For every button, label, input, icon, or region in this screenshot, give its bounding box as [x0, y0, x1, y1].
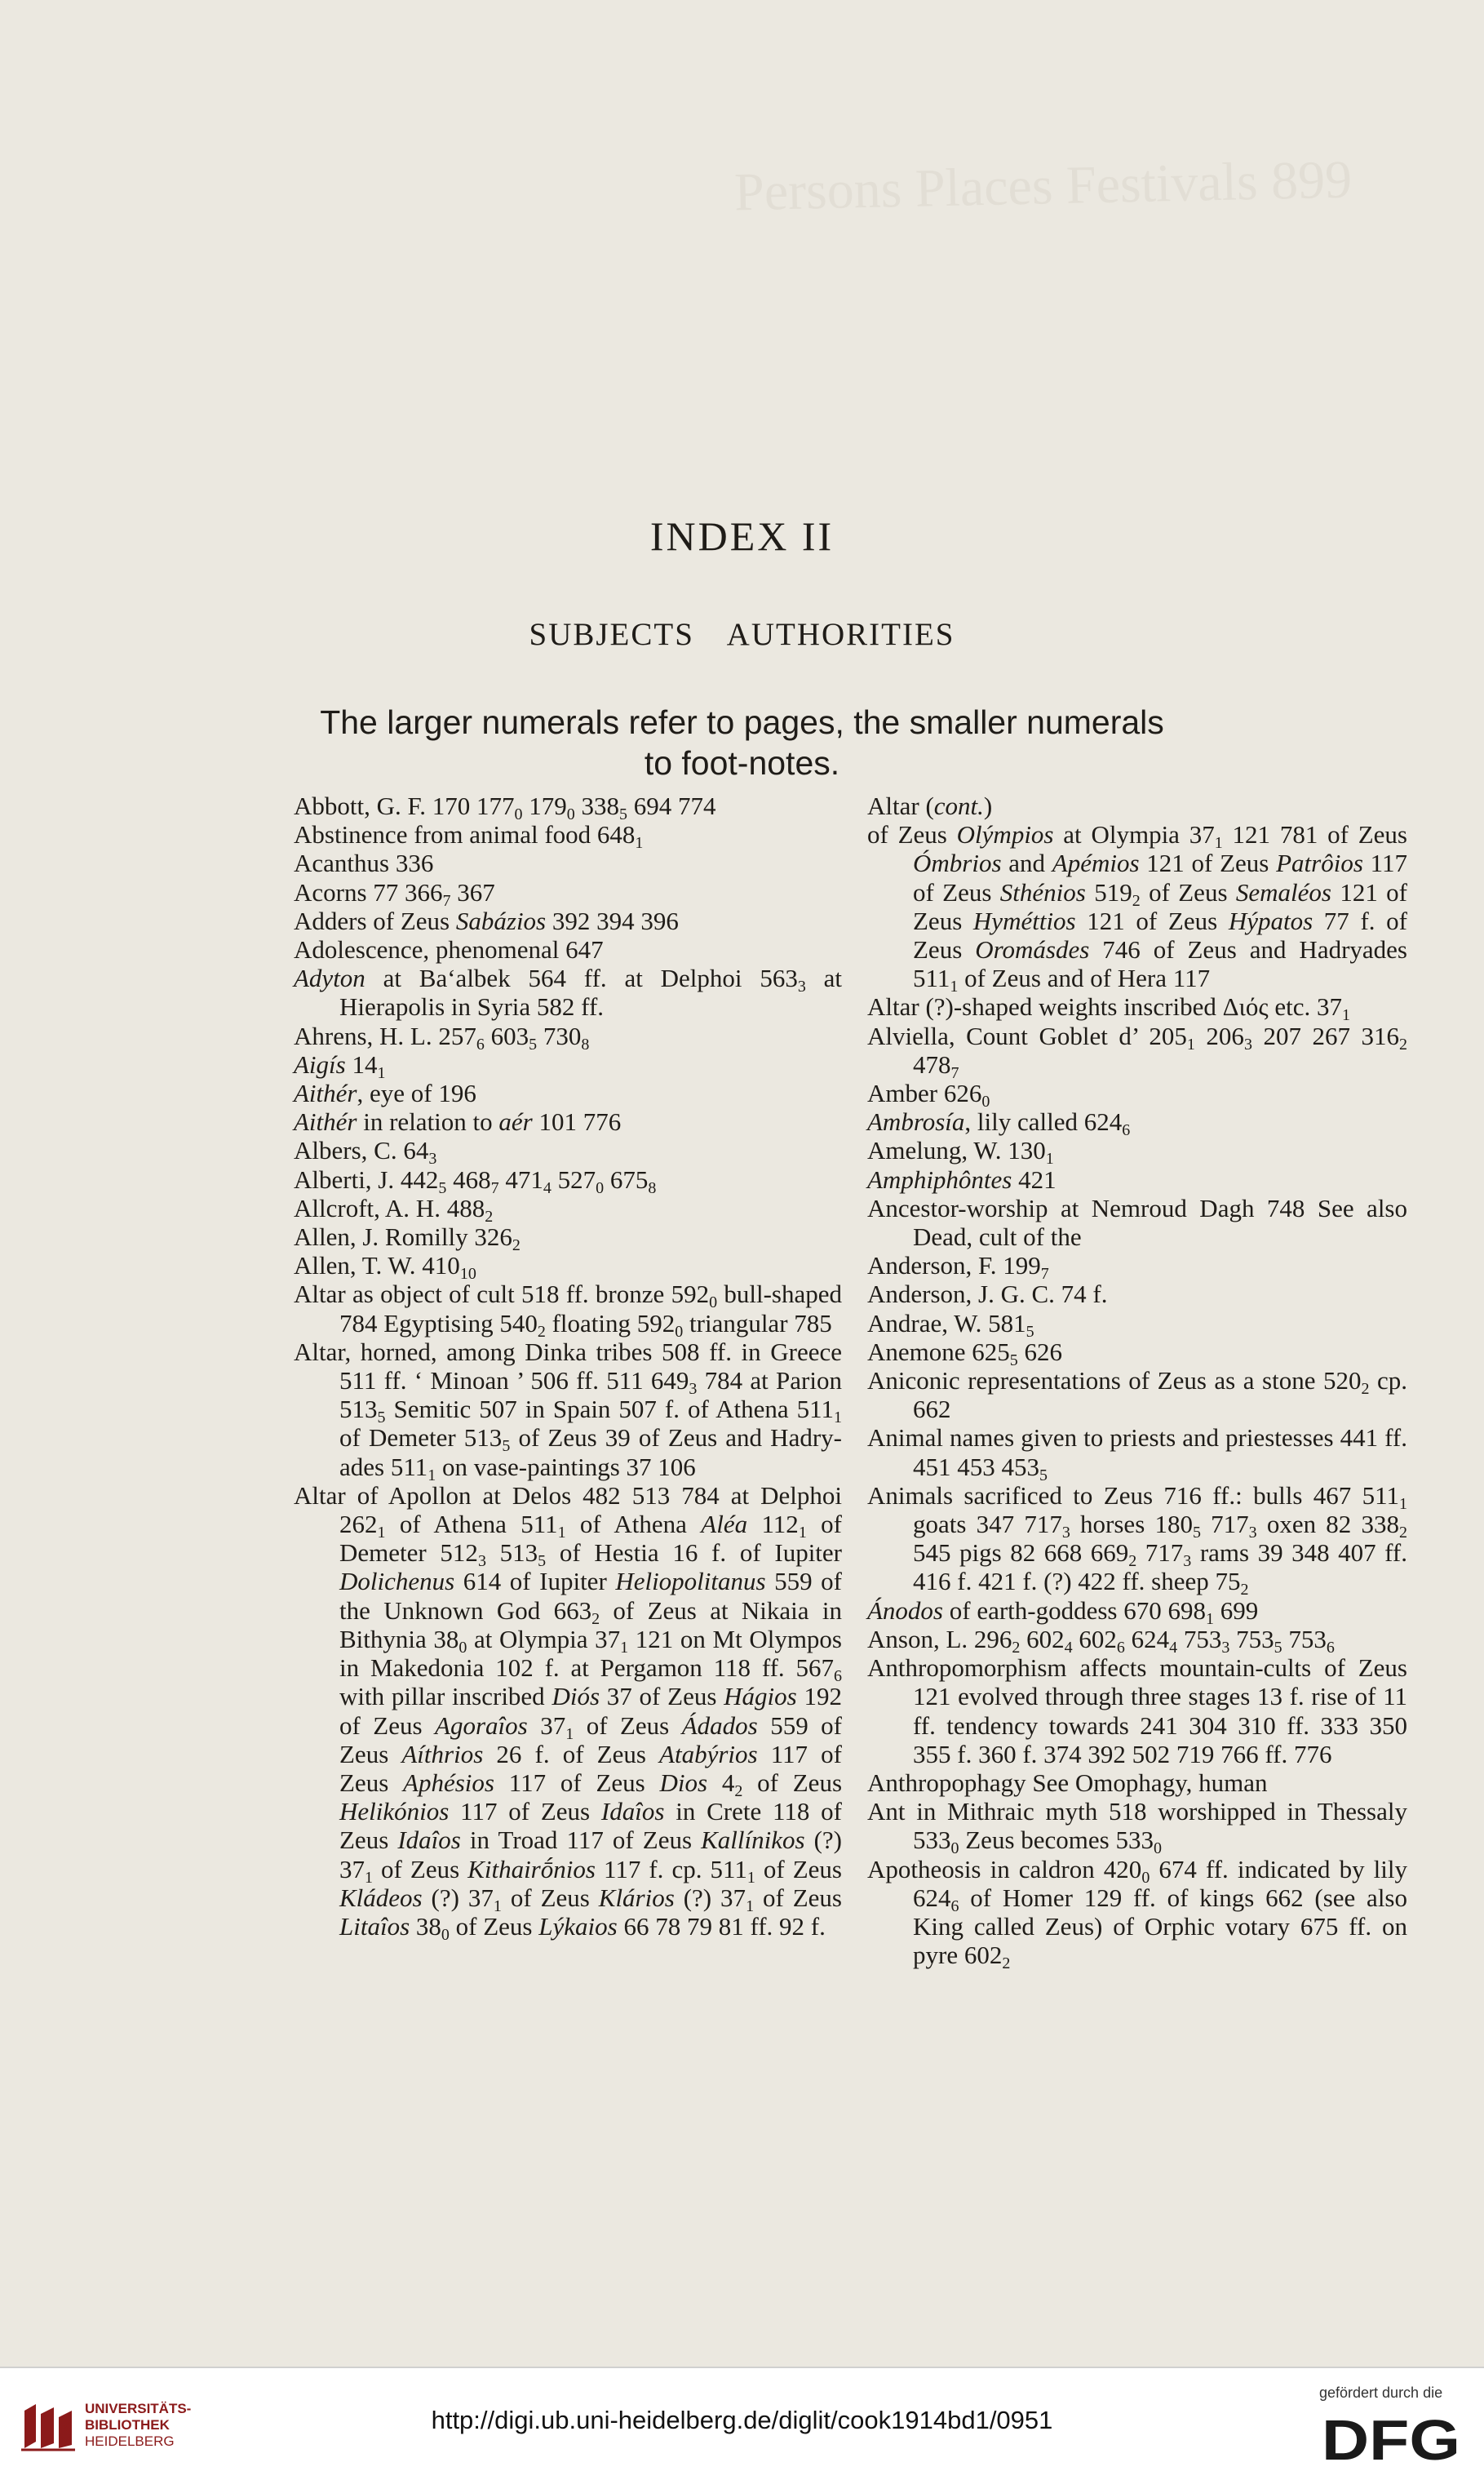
index-entry: Apotheosis in caldron $420_0$ 674 ff. indicated by lily $624_6$ of Homer 129 ff. of kings 662 (see also King called Zeus) of Orphic votary 675 ff. on pyre $602_2$: [867, 1854, 1407, 1973]
index-entry: Adolescence, phenomenal 647: [294, 935, 604, 965]
index-entry: Abbott, G. F. 170 $177_0$ $179_0$ $338_5$ 694 774: [294, 792, 716, 823]
index-subheadings: [0, 616, 1484, 653]
index-entry: Allcroft, A. H. $488_2$: [294, 1193, 494, 1226]
index-entry: Adyton at Ba‘albek 564 ff. at Delphoi $563_3$ at Hierapolis in Syria 582 ff.: [294, 964, 843, 1022]
svg-text:DFG: DFG: [1322, 2412, 1460, 2464]
index-entry: Altar as object of cult 518 ff. bronze $592_0$ bull-shaped 784 Egyptising $540_2$ floating $592_0$ triangular 785: [294, 1280, 842, 1341]
index-entry: Anthropomorphism affects mountain-cults of Zeus 121 evolved through three stages 13 f. rise of 11 ff. tendency towards 241 304 310 ff. 333 350 355 f. 360 f. 374 392 502 719 766 ff. 776: [867, 1653, 1407, 1768]
index-entry: of Zeus Olýmpios at Olympia $37_1$ 121 781 of Zeus Ómbrios and Apémios 121 of Zeus Patrôios 117 of Zeus Sthénios $519_2$ of Zeus Semaléos 121 of Zeus Hyméttios 121 of Zeus Hýpatos 77 f. of Zeus Oromásdes 746 of Zeus and Hadryades $511_1$ of Zeus and of Hera 117: [867, 820, 1407, 996]
library-logo-text: UNIVERSITÄTS- BIBLIOTHEK HEIDELBERG: [85, 2401, 192, 2449]
index-entry: Altar (?)-shaped weights inscribed Διός etc. $37_1$: [867, 992, 1351, 1025]
index-entry: Anderson, F. $199_7$: [867, 1251, 1049, 1284]
index-entry: Aigís $14_1$: [294, 1049, 386, 1082]
index-entry: Amber $626_0$: [867, 1079, 990, 1111]
index-entry: Alviella, Count Goblet d’ $205_1$ $206_3$ 207 267 $316_2$ $478_7$: [867, 1021, 1408, 1082]
viewer-footer: [0, 2367, 1484, 2480]
index-entry: Albers, C. $64_3$: [294, 1136, 437, 1169]
permalink-url[interactable]: http://digi.ub.uni-heidelberg.de/diglit/cook1914bd1/0951: [431, 2406, 1053, 2434]
index-title: INDEX II: [649, 513, 835, 559]
index-entry: Ancestor-worship at Nemroud Dagh 748 See also Dead, cult of the: [867, 1193, 1407, 1252]
index-entry: Ambrosía, lily called $624_6$: [867, 1107, 1131, 1140]
index-entry: Animal names given to priests and priestesses 441 ff. 451 453 $453_5$: [867, 1423, 1407, 1484]
index-entry: Altar of Apollon at Delos 482 513 784 at Delphoi $262_1$ of Athena $511_1$ of Athena Aléa $112_1$ of Demeter $512_3$ $513_5$ of Hestia 16 f. of Iupiter Dolichenus 614 of Iupiter Heliopolitanus 559 of the Unknown God $663_2$ of Zeus at Nikaia in Bithynia $38_0$ at Olympia $37_1$ 121 on Mt Olympos in Makedonia 102 f. at Pergamon 118 ff. $567_6$ with pillar inscribed Diós 37 of Zeus Hágios 192 of Zeus Agoraîos $37_1$ of Zeus Ádados 559 of Zeus Aíthrios 26 f. of Zeus Atabýrios 117 of Zeus Aphésios 117 of Zeus Dios $4_2$ of Zeus Helikónios 117 of Zeus Idaîos in Crete 118 of Zeus Idaîos in Troad 117 of Zeus Kallínikos (?) $37_1$ of Zeus Kithairṓnios 117 f. cp. $511_1$ of Zeus Kládeos (?) $37_1$ of Zeus Klários (?) $37_1$ of Zeus Litaîos $38_0$ of Zeus Lýkaios 66 78 79 81 ff. 92 f.: [294, 1480, 843, 1944]
index-note-line: The larger numerals refer to pages, the smaller numerals: [320, 703, 1164, 741]
index-entry: Ánodos of earth-goddess 670 $698_1$ 699: [867, 1595, 1259, 1628]
index-entry: Anderson, J. G. C. 74 f.: [867, 1280, 1108, 1309]
index-entry: Acanthus 336: [294, 849, 434, 878]
index-entry: Amelung, W. $130_1$: [867, 1136, 1054, 1169]
index-entry: Ahrens, H. L. $257_6$ $603_5$ $730_8$: [294, 1021, 590, 1054]
index-entry: Andrae, W. $581_5$: [867, 1308, 1034, 1341]
index-note: [0, 702, 1484, 783]
index-entry: Altar (cont.): [867, 792, 993, 820]
dfg-logo-icon: [1318, 2412, 1465, 2464]
subheading-subjects: SUBJECTS: [529, 617, 694, 652]
index-entry: Allen, J. Romilly $326_2$: [294, 1222, 521, 1255]
index-entry: Anemone $625_5$ 626: [867, 1337, 1063, 1369]
funder-label: gefördert durch die: [1319, 2385, 1443, 2401]
index-column-right: [867, 792, 1408, 1973]
index-entry: Aithér in relation to aér 101 776: [294, 1107, 622, 1137]
index-column-left: [294, 792, 843, 1944]
index-entry: Adders of Zeus Sabázios 392 394 396: [294, 906, 679, 935]
index-entry: Alberti, J. $442_5$ $468_7$ $471_4$ $527_0$ $675_8$: [294, 1165, 657, 1197]
index-entry: Aniconic representations of Zeus as a stone $520_2$ cp. 662: [867, 1366, 1407, 1424]
index-entry: Allen, T. W. $410_{10}$: [294, 1251, 476, 1284]
index-entry: Aithér, eye of 196: [294, 1079, 476, 1108]
index-entry: Ant in Mithraic myth 518 worshipped in Thessaly $533_0$ Zeus becomes $533_0$: [867, 1797, 1407, 1858]
index-entry: Anson, L. $296_2$ $602_4$ $602_6$ $624_4$ $753_3$ $753_5$ $753_6$: [867, 1624, 1335, 1657]
index-entry: Altar, horned, among Dinka tribes 508 ff. in Greece 511 ff. ‘ Minoan ’ 506 ff. 511 $649_3$ 784 at Parion $513_5$ Semitic 507 in Spain 507 f. of Athena $511_1$ of Demeter $513_5$ of Zeus 39 of Zeus and Hadryades $511_1$ on vase-paintings 37 106: [294, 1337, 842, 1484]
index-note-line: to foot-notes.: [644, 744, 840, 782]
subheading-authorities: AUTHORITIES: [726, 617, 955, 652]
index-entry: Animals sacrificed to Zeus 716 ff.: bulls 467 $511_1$ goats 347 $717_3$ horses $180_5$ $717_3$ oxen 82 $338_2$ 545 pigs 82 668 $669_2$ $717_3$ rams 39 348 407 ff. 416 f. 421 f. (?) 422 ff. sheep $75_2$: [867, 1480, 1408, 1599]
index-entry: Abstinence from animal food $648_1$: [294, 820, 644, 853]
index-entry: Amphiphôntes 421: [867, 1165, 1057, 1194]
index-entry: Acorns 77 $366_7$ 367: [294, 877, 495, 910]
bleed-through-text: Persons Places Festivals 899: [733, 149, 1353, 223]
index-entry: Anthropophagy See Omophagy, human: [867, 1768, 1268, 1797]
